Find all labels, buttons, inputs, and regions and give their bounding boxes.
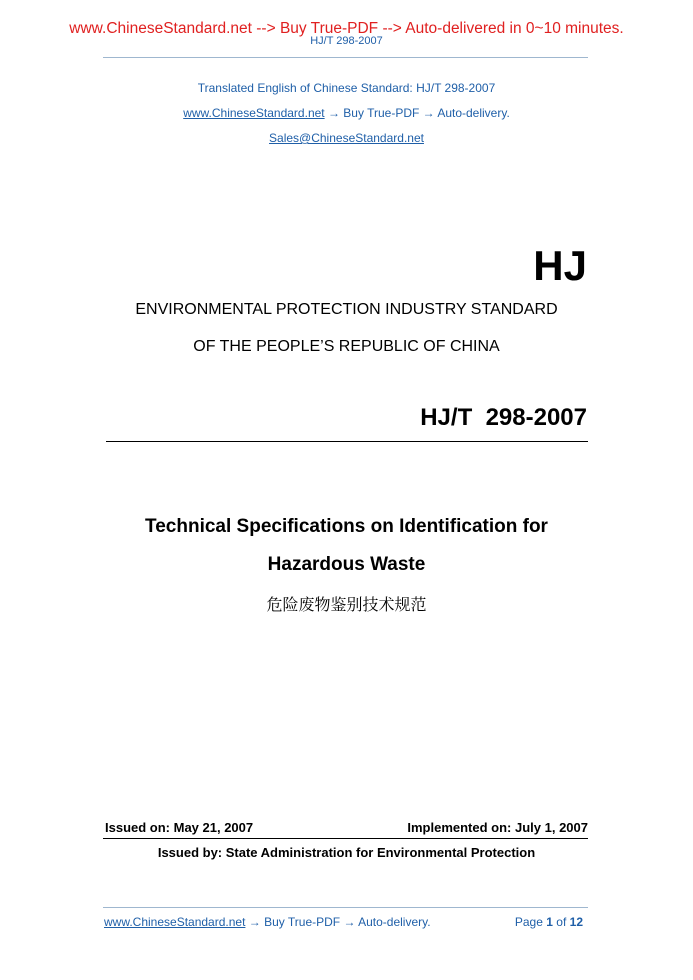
- sales-line: [0, 131, 693, 145]
- issued-on-date: Issued on: May 21, 2007: [105, 820, 254, 835]
- buy-text: → Buy True-PDF → Auto-delivery.: [324, 106, 510, 120]
- standard-code: HJ/T 298-2007: [420, 404, 587, 431]
- site-link[interactable]: www.ChineseStandard.net: [183, 106, 325, 120]
- page-total: 12: [569, 915, 583, 929]
- document-title-line1: Technical Specifications on Identification for: [145, 516, 548, 537]
- standard-category-line1: ENVIRONMENTAL PROTECTION INDUSTRY STANDARD: [135, 301, 558, 318]
- header-standard-code: HJ/T 298-2007: [310, 35, 383, 47]
- implemented-on-date: Implemented on: July 1, 2007: [407, 820, 588, 835]
- page-indicator: [515, 915, 583, 929]
- title-divider: [106, 441, 588, 442]
- document-title-chinese: 危险废物鉴别技术规范: [266, 597, 427, 614]
- standard-logo: HJ: [533, 242, 587, 289]
- sales-email-link[interactable]: Sales@ChineseStandard.net: [269, 131, 424, 145]
- footer-divider: [103, 907, 588, 908]
- footer-buy-line: [104, 915, 431, 929]
- document-title-line2: Hazardous Waste: [267, 554, 426, 575]
- standard-category-line2: OF THE PEOPLE’S REPUBLIC OF CHINA: [193, 338, 500, 355]
- header-divider: [103, 57, 588, 58]
- promo-banner[interactable]: www.ChineseStandard.net --> Buy True-PDF --> Auto-delivered in 0~10 minutes.: [69, 20, 624, 37]
- page-number: 1: [546, 915, 553, 929]
- issued-by: Issued by: State Administration for Environmental Protection: [157, 845, 536, 860]
- translation-line: Translated English of Chinese Standard: HJ/T 298-2007: [197, 81, 496, 95]
- footer-buy-text: → Buy True-PDF → Auto-delivery.: [245, 915, 431, 929]
- issue-divider: [103, 838, 588, 839]
- buy-line: [0, 106, 693, 120]
- page-label: Page: [514, 915, 543, 929]
- footer-site-link[interactable]: www.ChineseStandard.net: [104, 915, 246, 929]
- of-label: of: [556, 915, 567, 929]
